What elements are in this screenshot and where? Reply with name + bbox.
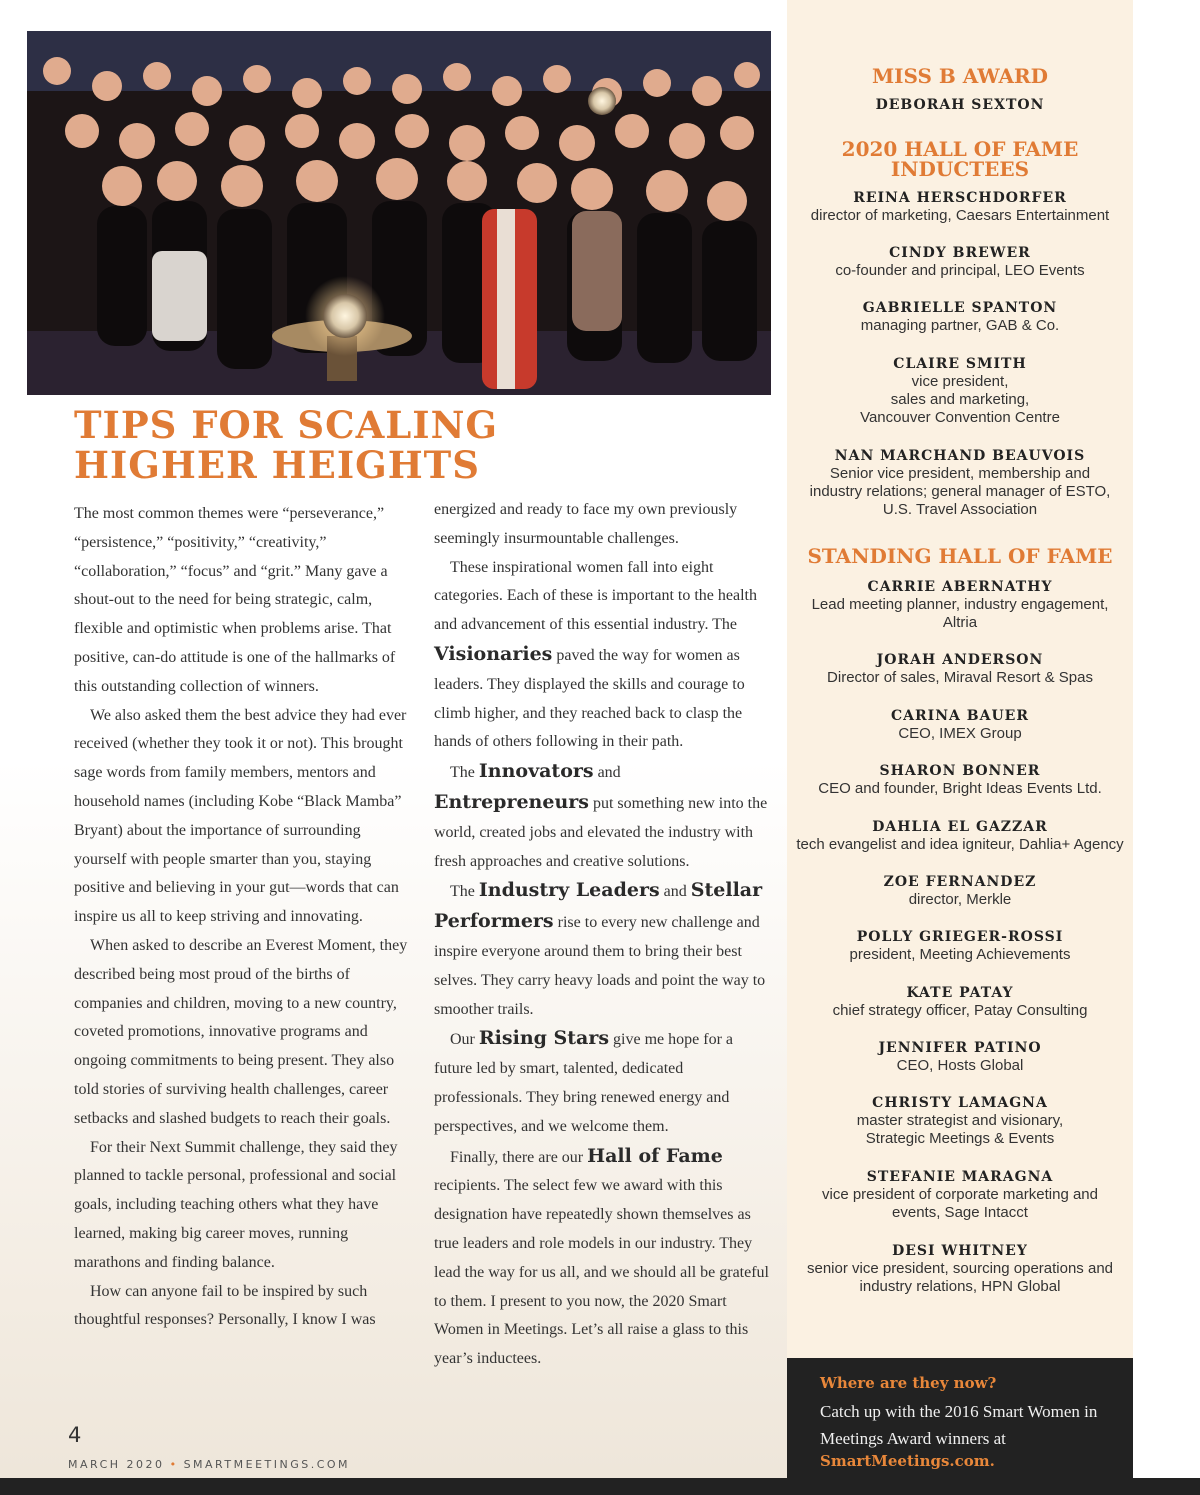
callout-title: Where are they now? <box>820 1374 997 1392</box>
inductee-name: GABRIELLE SPANTON <box>862 300 1058 316</box>
paragraph: We also asked them the best advice they had ever received (whether they took it or not). This brought sage words from family members, mentors and household names (including Kobe “Black Mamba” Bryant) about the importance of surrounding yourself with people smarter than you, staying positive and believing in your gut—words that can inspire us all to keep striving and innovating. <box>74 706 407 926</box>
member-entry <box>787 651 1133 687</box>
paragraph <box>434 554 774 758</box>
paragraph: energized and ready to face my own previously seemingly insurmountable challenges. <box>434 501 738 547</box>
awards-sidebar <box>787 0 1133 1358</box>
member-name: JORAH ANDERSON <box>876 652 1044 668</box>
hof-2020-heading <box>787 139 1133 179</box>
member-title: CEO, IMEX Group <box>898 725 1022 742</box>
callout-link[interactable]: SmartMeetings.com. <box>820 1452 995 1470</box>
member-entry <box>787 578 1133 632</box>
inductee-title: co-founder and principal, LEO Events <box>835 262 1085 279</box>
text: paved the way for women as leaders. They displayed the skills and courage to climb higher, and they reached back to clasp the hands of others following in their path. <box>434 646 745 751</box>
page-number: 4 <box>68 1423 82 1447</box>
member-name: POLLY GRIEGER-ROSSI <box>856 929 1064 945</box>
member-title: Director of sales, Miraval Resort & Spas <box>827 669 1093 686</box>
headline-line-2: HIGHER HEIGHTS <box>74 443 480 487</box>
member-entry <box>787 984 1133 1020</box>
hof-2020-heading-line-2: INDUCTEES <box>890 157 1030 181</box>
category-entrepreneurs: Entrepreneurs <box>434 790 589 813</box>
inductee-entry <box>787 355 1133 427</box>
inductee-name: CLAIRE SMITH <box>893 356 1027 372</box>
member-entry <box>787 1094 1133 1148</box>
paragraph <box>434 757 774 876</box>
article-column-2 <box>434 496 774 1374</box>
inductee-entry <box>787 447 1133 519</box>
inductee-title: managing partner, GAB & Co. <box>860 317 1060 334</box>
inductee-entry <box>787 299 1133 335</box>
footer-date: MARCH 2020 <box>68 1458 165 1471</box>
member-name: JENNIFER PATINO <box>878 1040 1042 1056</box>
member-entry <box>787 818 1133 854</box>
text: and <box>659 883 691 901</box>
member-entry <box>787 762 1133 798</box>
text: rise to every new challenge and inspire everyone around them to bring their best selves. They carry heavy loads and point the way to smoother trails. <box>434 914 766 1018</box>
hof-2020-heading-line-1: 2020 HALL OF FAME <box>841 137 1079 161</box>
text: The <box>450 883 479 901</box>
member-name: SHARON BONNER <box>879 763 1041 779</box>
member-name: ZOE FERNANDEZ <box>883 874 1037 890</box>
member-title: senior vice president, sourcing operations and <box>806 1260 1113 1277</box>
paragraph <box>434 876 774 1024</box>
member-name: DAHLIA EL GAZZAR <box>872 819 1048 835</box>
text: The <box>450 764 479 782</box>
inductee-title: sales and marketing, <box>890 391 1030 408</box>
member-title: Lead meeting planner, industry engagement, <box>811 596 1109 613</box>
category-visionaries: Visionaries <box>434 642 553 665</box>
member-entry <box>787 707 1133 743</box>
member-title: director, Merkle <box>908 891 1012 908</box>
member-name: DESI WHITNEY <box>892 1243 1028 1259</box>
member-name: CARRIE ABERNATHY <box>867 579 1053 595</box>
member-name: CHRISTY LAMAGNA <box>872 1095 1048 1111</box>
member-title: industry relations, HPN Global <box>859 1278 1061 1295</box>
category-rising-stars: Rising Stars <box>478 1027 610 1050</box>
standing-hof-heading: STANDING HALL OF FAME <box>807 544 1113 568</box>
member-title: tech evangelist and idea igniteur, Dahlia+ Agency <box>796 836 1124 853</box>
bottom-bar <box>0 1478 1200 1495</box>
member-title: vice president of corporate marketing and <box>822 1186 1098 1203</box>
member-title: Altria <box>942 614 978 631</box>
category-industry-leaders: Industry Leaders <box>478 879 660 902</box>
paragraph: How can anyone fail to be inspired by such thoughtful responses? Personally, I know I was <box>74 1282 376 1329</box>
paragraph: When asked to describe an Everest Moment, they described being most proud of the births of companies and children, moving to a new country, coveted promotions, innovative programs and ongoing commitments to being present. They also told stories of surviving health challenges, career setbacks and slashed budgets to reach their goals. <box>74 936 408 1127</box>
text: Our <box>450 1031 479 1049</box>
paragraph: The most common themes were “perseverance,” “persistence,” “positivity,” “creativity,” “collaboration,” “focus” and “grit.” Many gave a shout-out to the need for being strategic, calm, flexible and optimistic when problems arise. That positive, can-do attitude is one of the hallmarks of this outstanding collection of winners. <box>74 505 396 695</box>
inductee-title: industry relations; general manager of ESTO, <box>809 483 1111 500</box>
member-title: master strategist and visionary, <box>856 1112 1064 1129</box>
member-name: CARINA BAUER <box>891 708 1029 724</box>
inductee-name: CINDY BREWER <box>889 245 1031 261</box>
inductee-title: Senior vice president, membership and <box>829 465 1091 482</box>
footer-separator: • <box>169 1458 179 1471</box>
text: put something new into the world, created jobs and elevated the industry with fresh approaches and creative solutions. <box>434 794 768 870</box>
member-title: CEO and founder, Bright Ideas Events Ltd. <box>818 780 1102 797</box>
page-footer <box>68 1458 350 1471</box>
inductee-title: Vancouver Convention Centre <box>860 409 1060 426</box>
paragraph: For their Next Summit challenge, they said they planned to tackle personal, professional and social goals, including teaching others what they have learned, making big career moves, running marathons and finding balance. <box>74 1138 398 1271</box>
member-entry <box>787 1039 1133 1075</box>
inductee-name: REINA HERSCHDORFER <box>853 190 1067 206</box>
paragraph <box>434 1142 774 1374</box>
member-entry <box>787 928 1133 964</box>
article-headline <box>74 405 594 485</box>
member-entry <box>787 1242 1133 1296</box>
group-photo <box>27 31 771 395</box>
member-entry <box>787 1168 1133 1222</box>
paragraph <box>434 1024 774 1141</box>
inductee-entry <box>787 244 1133 280</box>
member-name: STEFANIE MARAGNA <box>866 1169 1054 1185</box>
member-entry <box>787 873 1133 909</box>
member-title: Strategic Meetings & Events <box>865 1130 1055 1147</box>
footer-site: SMARTMEETINGS.COM <box>183 1458 351 1471</box>
inductee-name: NAN MARCHAND BEAUVOIS <box>834 448 1086 464</box>
miss-b-award-heading: MISS B AWARD <box>872 64 1048 88</box>
member-title: CEO, Hosts Global <box>896 1057 1024 1074</box>
inductee-title: U.S. Travel Association <box>882 501 1038 518</box>
member-title: president, Meeting Achievements <box>849 946 1071 963</box>
text: give me hope for a future led by smart, talented, dedicated professionals. They bring renewed energy and perspectives, and we welcome them. <box>434 1031 733 1135</box>
category-hall-of-fame: Hall of Fame <box>587 1144 723 1167</box>
text: Finally, there are our <box>450 1148 588 1166</box>
category-innovators: Innovators <box>478 760 594 783</box>
member-title: events, Sage Intacct <box>892 1204 1028 1221</box>
article-column-1 <box>74 500 414 1335</box>
callout-body: Catch up with the 2016 Smart Women in Meetings Award winners at <box>820 1402 1098 1448</box>
headline-line-1: TIPS FOR SCALING <box>74 403 499 447</box>
text: recipients. The select few we award with this designation have repeatedly shown themselves as true leaders and role models in our industry. They lead the way for us all, and we should all be grateful to them. I present to you now, the 2020 Smart Women in Meetings. Let’s all raise a glass to this year’s inductees. <box>434 1177 769 1368</box>
text: and <box>593 764 621 782</box>
inductee-title: director of marketing, Caesars Entertainment <box>810 207 1110 224</box>
member-name: KATE PATAY <box>906 985 1014 1001</box>
inductee-title: vice president, <box>911 373 1009 390</box>
text: These inspirational women fall into eight categories. Each of these is important to the health and advancement of this essential industry. The <box>434 558 757 634</box>
category-stellar-performers: Stellar Performers <box>434 879 763 933</box>
inductee-entry <box>787 189 1133 225</box>
where-are-they-now-callout <box>787 1358 1133 1478</box>
miss-b-award-winner: DEBORAH SEXTON <box>875 97 1045 113</box>
member-title: chief strategy officer, Patay Consulting <box>832 1002 1088 1019</box>
